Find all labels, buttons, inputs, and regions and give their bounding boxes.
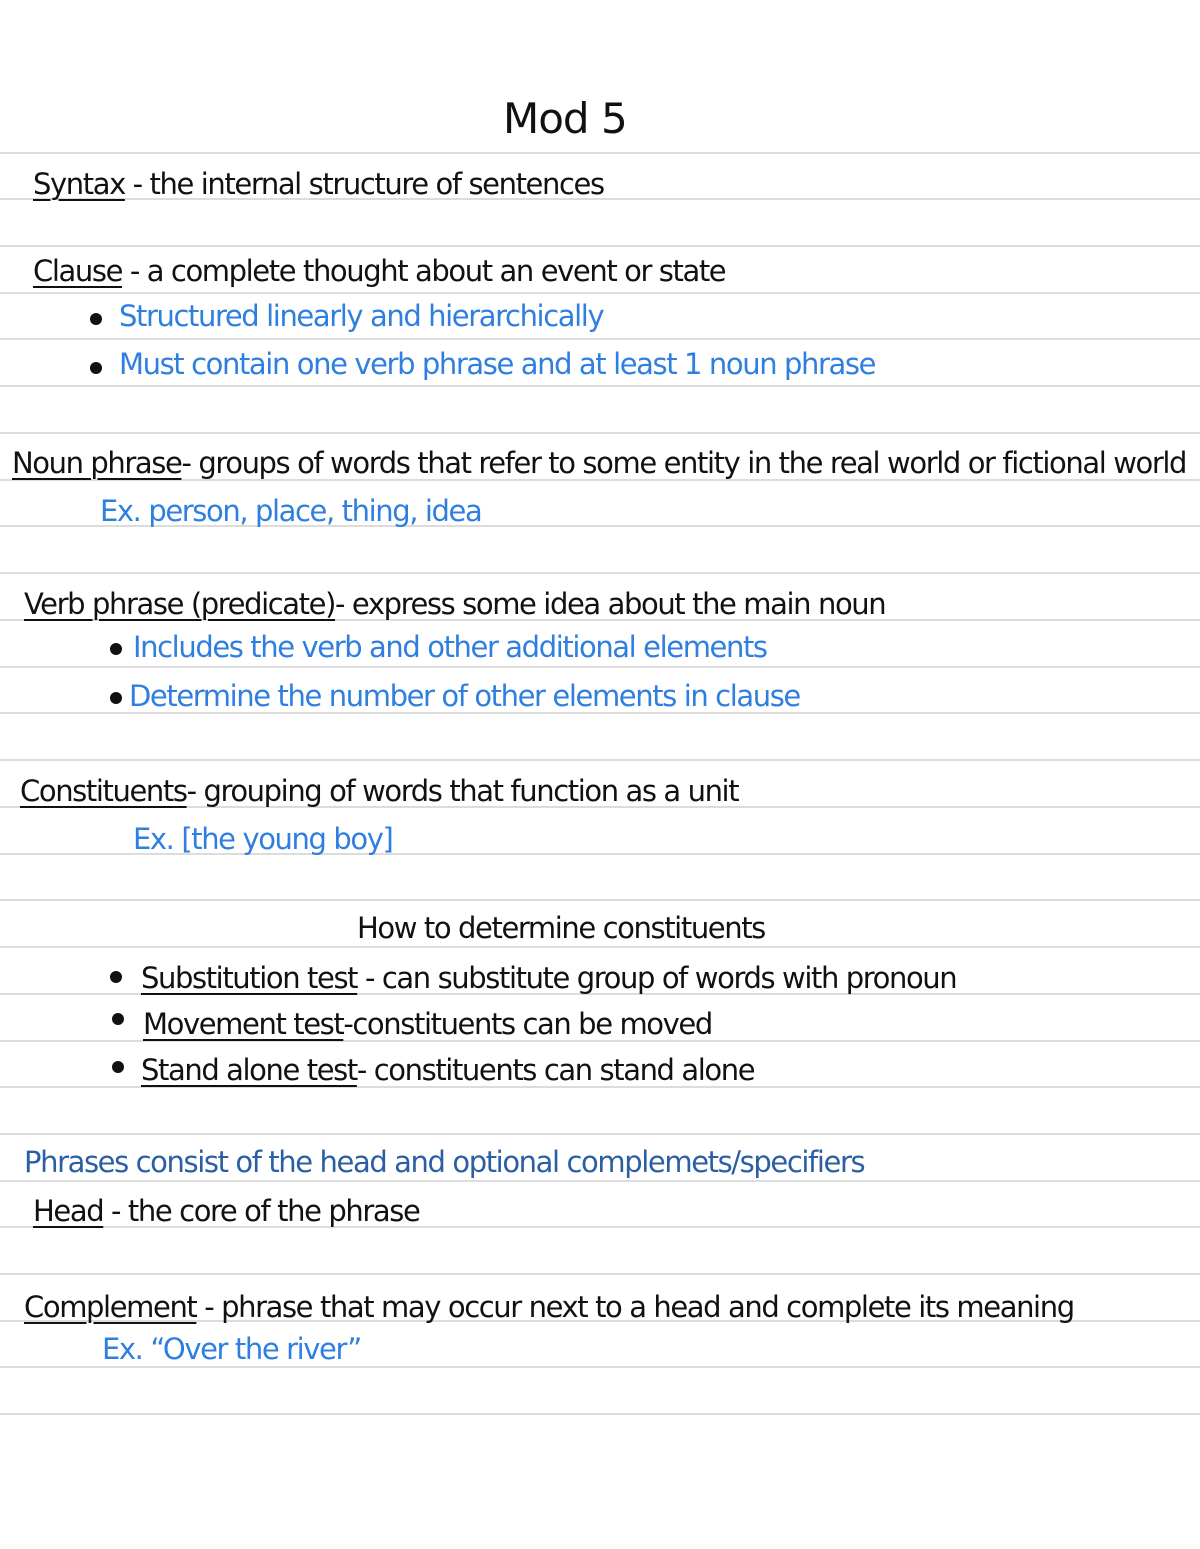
ruled-line bbox=[0, 1413, 1200, 1415]
ruled-line bbox=[0, 292, 1200, 294]
head-line bbox=[33, 1193, 419, 1229]
complement-term: Complement bbox=[24, 1290, 197, 1324]
ruled-line bbox=[0, 385, 1200, 387]
ruled-line bbox=[0, 899, 1200, 901]
head-term: Head bbox=[33, 1194, 104, 1228]
clause-bullet-2: Must contain one verb phrase and at least 1 noun phrase bbox=[119, 347, 876, 381]
head-definition: - the core of the phrase bbox=[103, 1194, 420, 1228]
bullet-dot-icon bbox=[90, 313, 102, 325]
clause-definition: - a complete thought about an event or state bbox=[122, 254, 726, 288]
ruled-line bbox=[0, 152, 1200, 154]
complement-definition: - phrase that may occur next to a head and complete its meaning bbox=[196, 1290, 1074, 1324]
bullet-dot-icon bbox=[110, 971, 122, 983]
clause-bullet-1: Structured linearly and hierarchically bbox=[119, 299, 604, 333]
page-title: Mod 5 bbox=[503, 94, 627, 143]
ruled-line bbox=[0, 1133, 1200, 1135]
test-description: - can substitute group of words with pronoun bbox=[357, 961, 957, 995]
complement-example: Ex. “Over the river” bbox=[102, 1332, 361, 1366]
bullet-dot-icon bbox=[110, 643, 122, 655]
ruled-line bbox=[0, 1273, 1200, 1275]
test-item-movement bbox=[143, 1006, 712, 1042]
bullet-dot-icon bbox=[90, 362, 102, 374]
bullet-dot-icon bbox=[112, 1061, 124, 1073]
noun-phrase-line bbox=[12, 445, 1186, 481]
test-term: Substitution test bbox=[141, 961, 358, 995]
constituents-line bbox=[20, 773, 738, 809]
ruled-line bbox=[0, 338, 1200, 340]
test-term: Stand alone test bbox=[141, 1053, 357, 1087]
verb-phrase-bullet-2: Determine the number of other elements in clause bbox=[129, 679, 800, 713]
syntax-line bbox=[33, 166, 604, 202]
test-item-stand-alone bbox=[141, 1052, 754, 1088]
ruled-line bbox=[0, 946, 1200, 948]
ruled-line bbox=[0, 1180, 1200, 1182]
ruled-line bbox=[0, 245, 1200, 247]
clause-term: Clause bbox=[33, 254, 123, 288]
test-item-substitution bbox=[141, 960, 956, 996]
ruled-line bbox=[0, 759, 1200, 761]
verb-phrase-bullet-1: Includes the verb and other additional elements bbox=[133, 630, 767, 664]
bullet-dot-icon bbox=[110, 692, 122, 704]
constituents-term: Constituents bbox=[20, 774, 187, 808]
bullet-dot-icon bbox=[112, 1013, 124, 1025]
test-description: - constituents can stand alone bbox=[356, 1053, 755, 1087]
ruled-line bbox=[0, 666, 1200, 668]
constituents-definition: - grouping of words that function as a unit bbox=[186, 774, 739, 808]
syntax-term: Syntax bbox=[33, 167, 125, 201]
constituents-example: Ex. [the young boy] bbox=[133, 822, 393, 856]
syntax-definition: - the internal structure of sentences bbox=[124, 167, 604, 201]
noun-phrase-example: Ex. person, place, thing, idea bbox=[100, 494, 482, 528]
complement-line bbox=[24, 1289, 1074, 1325]
test-description: -constituents can be moved bbox=[343, 1007, 712, 1041]
verb-phrase-term: Verb phrase (predicate) bbox=[24, 587, 335, 621]
noun-phrase-term: Noun phrase bbox=[12, 446, 182, 480]
verb-phrase-definition: - express some idea about the main noun bbox=[335, 587, 886, 621]
ruled-line bbox=[0, 432, 1200, 434]
verb-phrase-line bbox=[24, 586, 885, 622]
phrases-note: Phrases consist of the head and optional complemets/specifiers bbox=[24, 1145, 865, 1179]
ruled-line bbox=[0, 572, 1200, 574]
noun-phrase-definition: - groups of words that refer to some entity in the real world or fictional world bbox=[181, 446, 1187, 480]
tests-heading: How to determine constituents bbox=[357, 911, 765, 945]
clause-line bbox=[33, 253, 725, 289]
test-term: Movement test bbox=[143, 1007, 344, 1041]
